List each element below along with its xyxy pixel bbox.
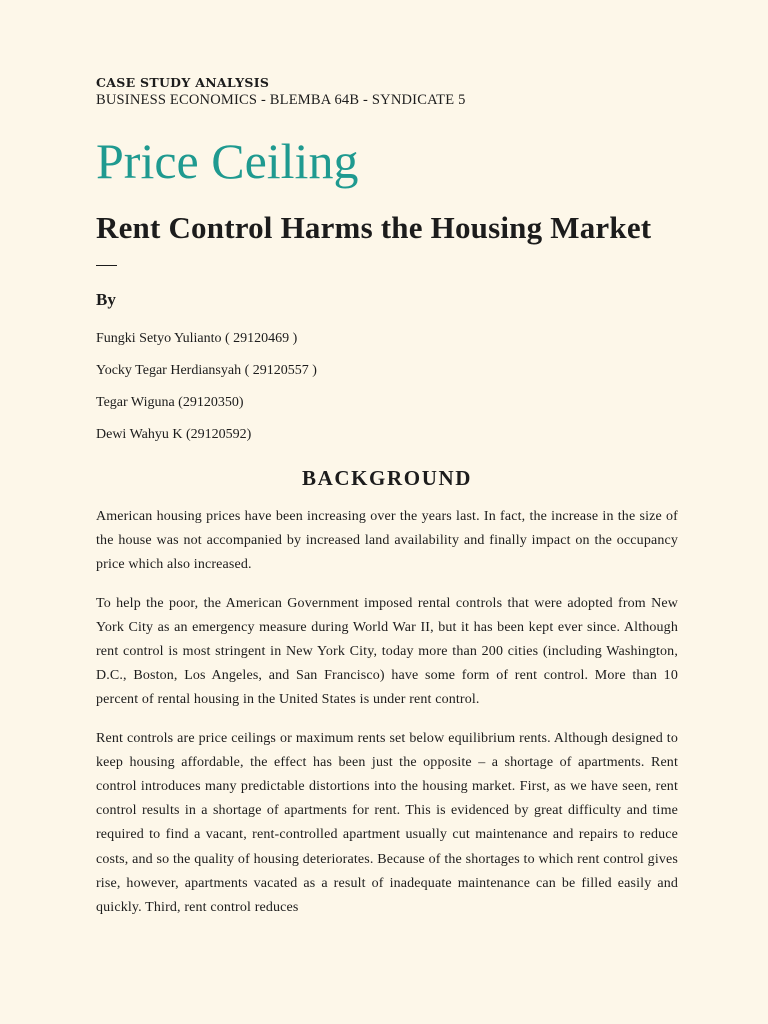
document-course-line: BUSINESS ECONOMICS - BLEMBA 64B - SYNDICATE 5 xyxy=(96,92,466,108)
author-item: Yocky Tegar Herdiansyah ( 29120557 ) xyxy=(96,363,317,378)
author-item: Fungki Setyo Yulianto ( 29120469 ) xyxy=(96,331,298,346)
document-title: Price Ceiling xyxy=(96,133,359,189)
document-subtitle: Rent Control Harms the Housing Market xyxy=(96,210,652,245)
body-paragraph: Rent controls are price ceilings or maximum rents set below equilibrium rents. Although designed to keep housing affordable, the effect has been just the opposite – a shortage of apartments. Rent control introduces many predictable distortions into the housing market. First, as we have seen, rent control results in a shortage of apartments for rent. This is evidenced by great difficulty and time required to find a vacant, rent-controlled apartment usually cut maintenance and repairs to reduce costs, and so the quality of housing deteriorates. Because of the shortages to which rent control gives rise, however, apartments vacated as a result of inadequate maintenance can be filled easily and quickly. Third, rent control reduces xyxy=(96,730,678,916)
title-divider xyxy=(96,265,117,266)
author-item: Tegar Wiguna (29120350) xyxy=(96,395,244,410)
body-paragraph: American housing prices have been increasing over the years last. In fact, the increase in the size of the house was not accompanied by increased land availability and finally impact on the occupancy price which also increased. xyxy=(96,509,678,573)
section-heading: BACKGROUND xyxy=(301,466,472,490)
section-body xyxy=(96,505,678,934)
author-item: Dewi Wahyu K (29120592) xyxy=(96,427,252,442)
author-list xyxy=(96,329,317,457)
byline-label: By xyxy=(96,290,116,309)
body-paragraph: To help the poor, the American Government imposed rental controls that were adopted from New York City as an emergency measure during World War II, but it has been kept ever since. Although rent control is most stringent in New York City, today more than 200 cities (including Washington, D.C., Boston, Los Angeles, and San Francisco) have some form of rent control. More than 10 percent of rental housing in the United States is under rent control. xyxy=(96,595,678,708)
document-kicker: CASE STUDY ANALYSIS xyxy=(96,75,270,90)
